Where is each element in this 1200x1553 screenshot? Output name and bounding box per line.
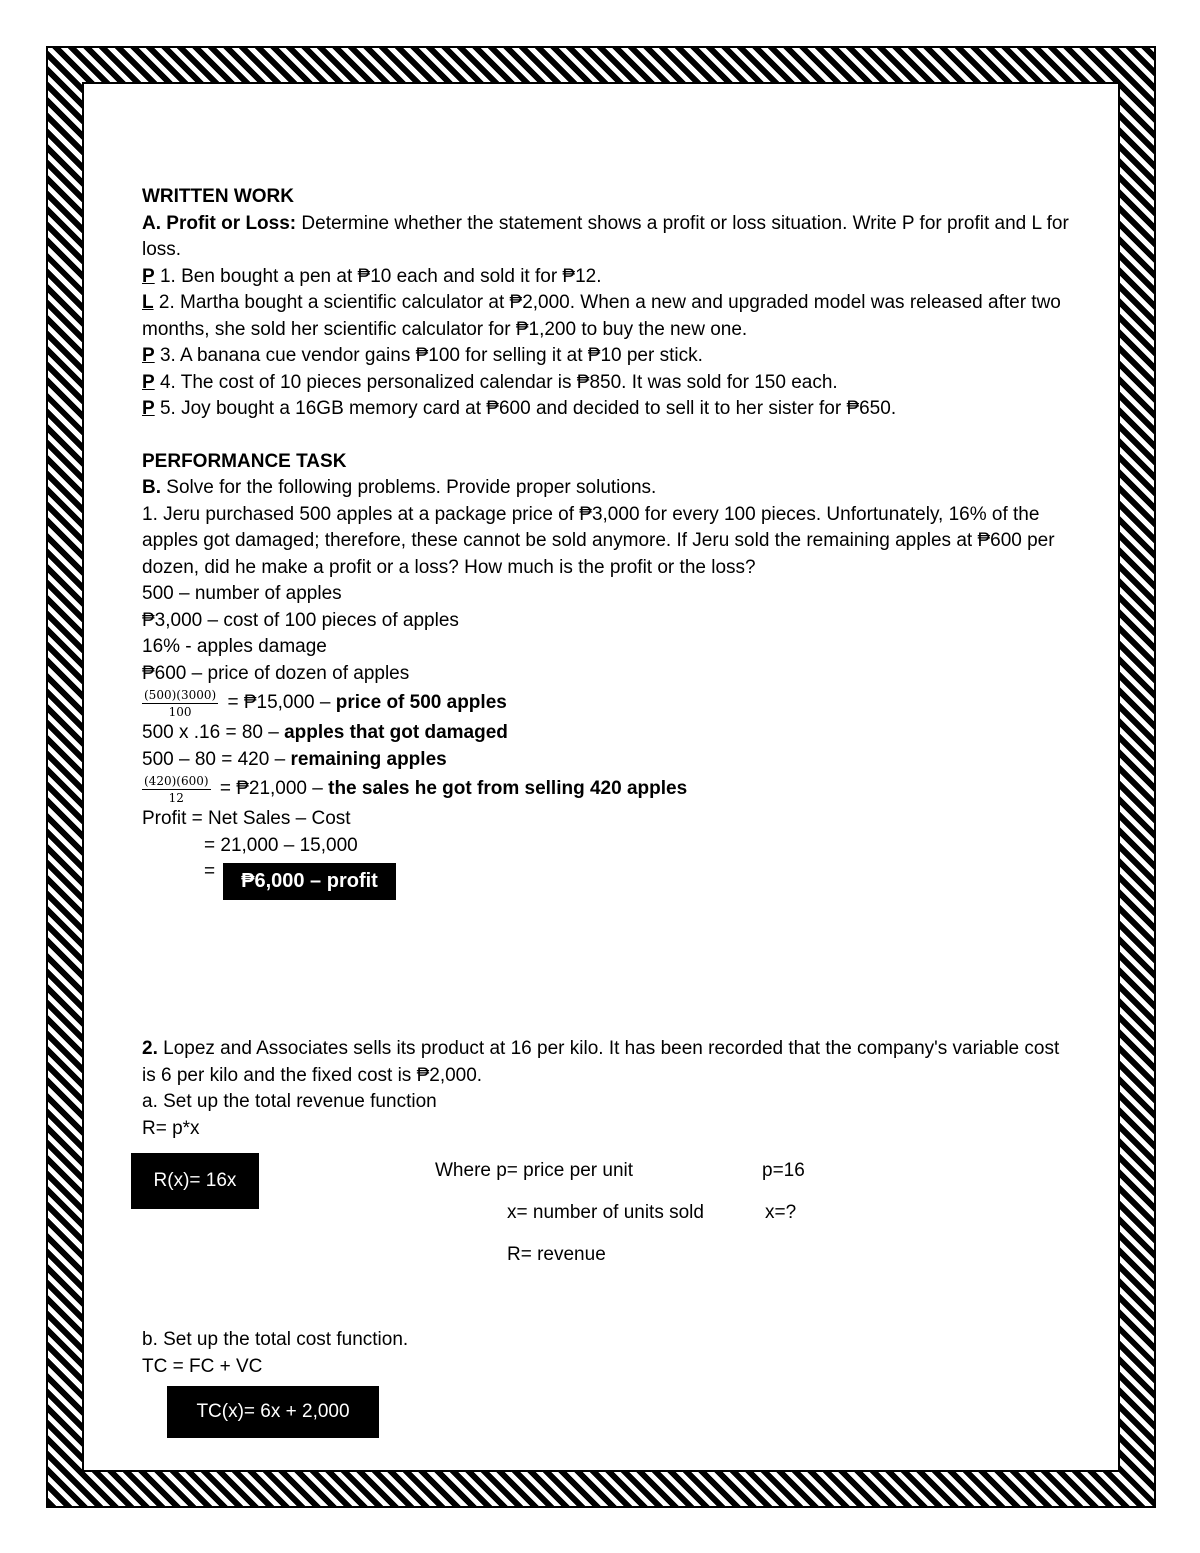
- units-value: x=?: [765, 1202, 797, 1223]
- performance-task-heading: PERFORMANCE TASK: [142, 450, 347, 472]
- step-expression: 500 – 80 = 420 –: [142, 748, 291, 770]
- revenue-answer-box: R(x)= 16x: [131, 1153, 259, 1209]
- profit-formula: Profit = Net Sales – Cost: [142, 808, 351, 829]
- written-work-heading: WRITTEN WORK: [142, 186, 294, 207]
- cost-answer-box: TC(x)= 6x + 2,000: [167, 1386, 379, 1438]
- profit-substitution: = 21,000 – 15,000: [204, 834, 358, 856]
- item-answer: P: [142, 398, 155, 419]
- problem-2-question: [142, 1036, 1072, 1089]
- item-1: [142, 264, 1072, 291]
- section-b-instructions: [142, 475, 1072, 502]
- item-text: 4. The cost of 10 pieces personalized calendar is ₱850. It was sold for 150 each.: [159, 371, 838, 393]
- item-3: [142, 343, 1072, 370]
- step-label: the sales he got from selling 420 apples: [328, 778, 688, 800]
- part-b-label: b. Set up the total cost function.: [142, 1329, 409, 1350]
- step-result: = ₱15,000 –: [222, 692, 336, 714]
- problem-1-question: 1. Jeru purchased 500 apples at a package price of ₱3,000 for every 100 pieces. Unfortunately, 16% of the apples got damaged; therefore, these cannot be sold anymore. If Jeru sold the remaining apples at ₱600 per dozen, did he make a profit or a loss? How much is the profit or the loss?: [142, 503, 1055, 578]
- profit-answer-box: ₱6,000 – profit: [223, 863, 396, 900]
- fraction: [142, 775, 211, 805]
- fraction-denominator: 100: [168, 704, 192, 719]
- fraction-denominator: 12: [168, 790, 184, 805]
- fraction-numerator: (420)(600): [144, 773, 209, 788]
- cost-formula: TC = FC + VC: [142, 1355, 263, 1377]
- price-value: p=16: [762, 1160, 805, 1181]
- section-a-text: Determine whether the statement shows a profit or loss situation. Write P for profit and L for loss.: [142, 212, 1069, 260]
- step-3: [142, 747, 1072, 774]
- part-a-label: a. Set up the total revenue function: [142, 1091, 437, 1112]
- problem-2-text: Lopez and Associates sells its product at 16 per kilo. It has been recorded that the company's variable cost is 6 per kilo and the fixed cost is ₱2,000.: [142, 1038, 1060, 1086]
- revenue-formula: R= p*x: [142, 1117, 200, 1139]
- part-b: [142, 1327, 1072, 1380]
- step-1: [142, 687, 1072, 720]
- item-answer: P: [142, 345, 155, 366]
- worksheet-content: [142, 184, 1072, 900]
- step-label: remaining apples: [290, 748, 447, 770]
- item-text: 3. A banana cue vendor gains ₱100 for selling it at ₱10 per stick.: [159, 345, 703, 366]
- profit-result-row: [142, 859, 1072, 900]
- where-price: Where p= price per unit: [435, 1160, 634, 1181]
- section-b-text: Solve for the following problems. Provide proper solutions.: [161, 477, 657, 498]
- step-result: = ₱21,000 –: [214, 778, 329, 800]
- item-answer: P: [142, 371, 155, 393]
- where-units: x= number of units sold: [507, 1202, 704, 1223]
- given-4: ₱600 – price of dozen of apples: [142, 662, 410, 684]
- item-answer: P: [142, 265, 155, 287]
- given-2: ₱3,000 – cost of 100 pieces of apples: [142, 609, 459, 631]
- where-revenue: R= revenue: [507, 1244, 606, 1265]
- item-5: [142, 396, 1072, 423]
- item-text: 2. Martha bought a scientific calculator at ₱2,000. When a new and upgraded model was released after two months, she sold her scientific calculator for ₱1,200 to buy the new one.: [142, 292, 1061, 340]
- fraction-numerator: (500)(3000): [144, 687, 217, 702]
- step-label: apples that got damaged: [284, 722, 508, 743]
- step-4: [142, 773, 1072, 806]
- item-4: [142, 370, 1072, 397]
- given-3: 16% - apples damage: [142, 636, 327, 657]
- item-text: 1. Ben bought a pen at ₱10 each and sold it for ₱12.: [159, 265, 602, 287]
- section-a-instructions: [142, 211, 1072, 264]
- section-b-label: B.: [142, 477, 161, 498]
- step-2: [142, 720, 1072, 747]
- problem-2: [142, 1036, 1072, 1142]
- item-answer: L: [142, 292, 154, 313]
- item-2: [142, 290, 1072, 343]
- fraction: [142, 689, 218, 719]
- section-a-label: A. Profit or Loss:: [142, 212, 297, 234]
- item-text: 5. Joy bought a 16GB memory card at ₱600 and decided to sell it to her sister for ₱650.: [159, 398, 897, 419]
- step-label: price of 500 apples: [335, 692, 507, 714]
- step-expression: 500 x .16 = 80 –: [142, 722, 285, 743]
- problem-2-number: 2.: [142, 1038, 158, 1059]
- given-1: 500 – number of apples: [142, 583, 342, 604]
- profit-equals: =: [204, 861, 216, 882]
- spacer: [142, 423, 1072, 449]
